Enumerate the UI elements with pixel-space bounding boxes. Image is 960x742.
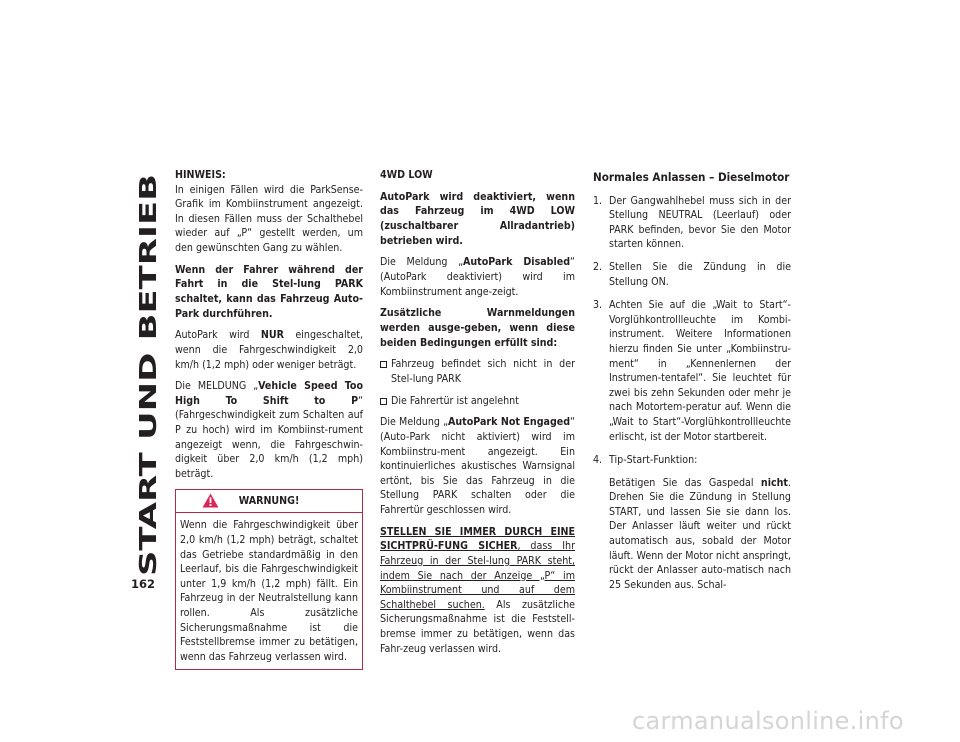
column-left [175, 168, 363, 670]
list-item: 1. Der Gangwahlhebel muss sich in der Stellung NEUTRAL (Leerlauf) oder PARK befinden, bevor Sie den Motor starten können. [593, 194, 791, 251]
4wd-bold-paragraph: AutoPark wird deaktiviert, wenn das Fahrzeug im 4WD LOW (zuschaltbarer Allradantrieb) betrieben wird. [380, 190, 575, 247]
section-title-text: START UND BETRIEB [134, 308, 162, 576]
column-middle [380, 168, 575, 663]
note-title: HINWEIS: [175, 169, 226, 181]
speed-message-paragraph: Die MELDUNG „Vehicle Speed Too High To Shift to P“ (Fahrgeschwindigkeit zum Schalten auf P zu hoch) wird im Kombiinst-rument angezeigt wenn, die Fahrgeschwin-digkeit über 2,0 km/h (1,2 mph) beträgt. [175, 380, 363, 480]
section-title [131, 170, 163, 580]
diesel-start-heading: Normales Anlassen – Dieselmotor [593, 170, 790, 184]
4wd-low-heading: 4WD LOW [380, 169, 433, 181]
column-right [593, 168, 791, 598]
warning-header [176, 490, 362, 513]
list-item: 2. Stellen Sie die Zündung in die Stellung ON. [593, 261, 791, 289]
tip-start-paragraph: Betätigen Sie das Gaspedal nicht. Drehen Sie die Zündung in Stellung START, und lassen Sie sie dann los. Der Anlasser läuft weiter und rückt automatisch aus, sobald der Motor läuft. Wenn der Motor nicht anspringt, rückt der Anlasser auto-matisch nach 25 Sekunden aus. Schal- [609, 476, 791, 591]
warning-triangle-icon [202, 493, 219, 508]
additional-warnings-paragraph: Zusätzliche Warnmeldungen werden ausge-geben, wenn diese beiden Bedingungen erfüllt sind: [380, 307, 575, 349]
note-text: In einigen Fällen wird die ParkSense-Grafik im Kombiinstrument angezeigt. In diesen Fällen muss der Schalthebel wieder auf „P“ gestellt werden, um den gewünschten Gang zu wählen. [175, 183, 363, 254]
list-item: Fahrzeug befindet sich nicht in der Stel-lung PARK [380, 357, 575, 386]
list-item: 3. Achten Sie auf die „Wait to Start“-Vorglühkontrollleuchte im Kombi-instrument. Weitere Informationen hierzu finden Sie unter „Kombiinstru-ment“ in „Kennenlernen der Instrumen-tentafel“. Sie leuchtet für zwei bis zehn Sekunden oder mehr je nach Motortem-peratur auf. Wenn die „Wait to Start“-Vorglühkontrollleuchte erlischt, ist der Motor startbereit. [593, 299, 791, 443]
watermark: carmanualsonline.info [632, 707, 904, 735]
list-item: 4. Tip-Start-Funktion: [593, 453, 698, 466]
warning-text: Wenn die Fahrgeschwindigkeit über 2,0 km/h (1,2 mph) beträgt, schaltet das Getriebe standardmäßig in den Leerlauf, bis die Fahrgeschwindigkeit unter 1,9 km/h (1,2 mph) fällt. Ein Fahrzeug in der Neutralstellung kann rollen. Als zusätzliche Sicherungsmaßnahme ist die Feststellbremse immer zu betätigen, wenn das Fahrzeug verlassen wird. [180, 519, 358, 663]
note [175, 168, 363, 256]
checkbox-bullet-icon [380, 361, 387, 368]
autopark-bold-paragraph: Wenn der Fahrer während der Fahrt in die Stel-lung PARK schaltet, kann das Fahrzeug Auto-Park durchführen. [175, 263, 363, 320]
autopark-disabled-paragraph: Die Meldung „AutoPark Disabled“ (AutoPark deaktiviert) wird im Kombiinstrument ange-zeigt. [380, 256, 575, 298]
visual-check-paragraph: STELLEN SIE IMMER DURCH EINE SICHTPRÜ-FUNG SICHER, dass Ihr Fahrzeug in der Stel-lung PARK steht, indem Sie nach der Anzeige „P“ im Kombiinstrument und auf dem Schalthebel suchen. Als zusätzliche Sicherungsmaßnahme ist die Feststell-bremse immer zu betätigen, wenn das Fahr-zeug verlassen wird. [380, 525, 575, 655]
page-number: 162 [131, 577, 156, 591]
checkbox-bullet-icon [380, 398, 387, 405]
list-item: Die Fahrertür ist angelehnt [380, 394, 575, 409]
warning-box [175, 489, 363, 670]
warning-title: WARNUNG! [238, 495, 300, 508]
autopark-speed-paragraph: AutoPark wird NUR eingeschaltet, wenn die Fahrgeschwindigkeit 2,0 km/h (1,2 mph) oder weniger beträgt. [175, 329, 363, 371]
autopark-not-engaged-paragraph: Die Meldung „AutoPark Not Engaged“ (Auto-Park nicht aktiviert) wird im Kombiinstru-ment angezeigt. Ein kontinuierliches akustisches Warnsignal ertönt, bis Sie das Fahrzeug in die Stellung PARK schalten oder die Fahrertür geschlossen wird. [380, 416, 575, 516]
